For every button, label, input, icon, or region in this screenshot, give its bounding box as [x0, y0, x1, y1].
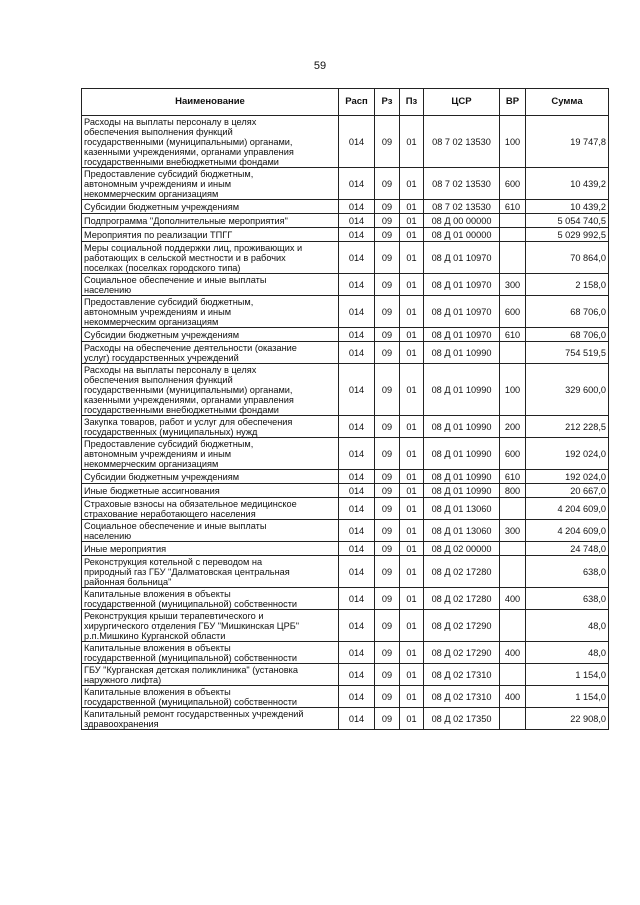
cell-name-line: Расходы на выплаты персоналу в целях [84, 116, 257, 127]
cell-rz: 09 [375, 228, 400, 242]
cell-vr: 610 [500, 470, 526, 484]
table-row [82, 438, 609, 470]
cell-name-line: Меры социальной поддержки лиц, проживающих и [84, 242, 303, 253]
header-rz: Рз [375, 89, 400, 116]
cell-rz: 09 [375, 342, 400, 364]
cell-csr: 08 7 02 13530 [424, 200, 500, 214]
table-row [82, 228, 609, 242]
cell-csr: 08 Д 02 17310 [424, 664, 500, 686]
cell-name-line: Капитальные вложения в объекты [84, 686, 231, 697]
cell-csr: 08 Д 01 10970 [424, 296, 500, 328]
cell-pz: 01 [400, 296, 424, 328]
cell-name-line: Предоставление субсидий бюджетным, [84, 438, 254, 449]
cell-rasp: 014 [339, 610, 375, 642]
cell-sum: 4 204 609,0 [526, 520, 609, 542]
cell-pz: 01 [400, 328, 424, 342]
cell-name [82, 610, 339, 642]
cell-name-line: Субсидии бюджетным учреждениям [84, 201, 240, 212]
cell-name [82, 556, 339, 588]
cell-csr: 08 Д 01 00000 [424, 228, 500, 242]
cell-name [82, 214, 339, 228]
cell-vr [500, 214, 526, 228]
cell-name-line: хирургического отделения ГБУ "Мишкинская ЦРБ" [84, 620, 300, 631]
cell-sum: 212 228,5 [526, 416, 609, 438]
cell-vr: 610 [500, 328, 526, 342]
cell-csr: 08 Д 01 10990 [424, 364, 500, 416]
cell-rasp: 014 [339, 542, 375, 556]
table-row [82, 610, 609, 642]
cell-rz: 09 [375, 274, 400, 296]
cell-rasp: 014 [339, 642, 375, 664]
cell-name-line: Капитальные вложения в объекты [84, 642, 231, 653]
cell-name-line: казенными учреждениями, органами управления [84, 394, 294, 405]
cell-sum: 1 154,0 [526, 664, 609, 686]
cell-pz: 01 [400, 214, 424, 228]
cell-pz: 01 [400, 520, 424, 542]
cell-vr [500, 242, 526, 274]
cell-rz: 09 [375, 556, 400, 588]
cell-vr [500, 610, 526, 642]
cell-sum: 24 748,0 [526, 542, 609, 556]
cell-csr: 08 Д 02 17280 [424, 588, 500, 610]
cell-pz: 01 [400, 242, 424, 274]
cell-rasp: 014 [339, 342, 375, 364]
cell-sum: 20 667,0 [526, 484, 609, 498]
cell-name [82, 274, 339, 296]
cell-name [82, 364, 339, 416]
table-row [82, 364, 609, 416]
cell-pz: 01 [400, 342, 424, 364]
cell-rasp: 014 [339, 664, 375, 686]
cell-sum: 19 747,8 [526, 116, 609, 168]
cell-sum: 10 439,2 [526, 200, 609, 214]
cell-csr: 08 Д 02 17350 [424, 708, 500, 730]
cell-rasp: 014 [339, 520, 375, 542]
table-row [82, 470, 609, 484]
cell-pz: 01 [400, 416, 424, 438]
cell-name [82, 228, 339, 242]
cell-name-line: населению [84, 284, 132, 295]
cell-name [82, 498, 339, 520]
cell-rz: 09 [375, 438, 400, 470]
cell-rz: 09 [375, 686, 400, 708]
cell-vr [500, 498, 526, 520]
cell-pz: 01 [400, 116, 424, 168]
cell-name-line: услуг) государственных учреждений [84, 352, 239, 363]
header-vr: ВР [500, 89, 526, 116]
cell-vr: 200 [500, 416, 526, 438]
table-row [82, 642, 609, 664]
cell-vr: 800 [500, 484, 526, 498]
cell-rasp: 014 [339, 296, 375, 328]
cell-name-line: государственными внебюджетными фондами [84, 156, 279, 167]
cell-pz: 01 [400, 542, 424, 556]
page-number: 59 [313, 60, 327, 72]
cell-csr: 08 Д 01 10990 [424, 484, 500, 498]
cell-pz: 01 [400, 228, 424, 242]
table-row [82, 200, 609, 214]
table-row [82, 686, 609, 708]
cell-rz: 09 [375, 242, 400, 274]
cell-pz: 01 [400, 364, 424, 416]
cell-rasp: 014 [339, 200, 375, 214]
cell-pz: 01 [400, 438, 424, 470]
cell-vr: 100 [500, 364, 526, 416]
table-row [82, 556, 609, 588]
cell-rasp: 014 [339, 328, 375, 342]
cell-name-line: Иные мероприятия [84, 543, 167, 554]
cell-rasp: 014 [339, 470, 375, 484]
cell-sum: 68 706,0 [526, 296, 609, 328]
cell-sum: 1 154,0 [526, 686, 609, 708]
header-rasp: Расп [339, 89, 375, 116]
cell-rz: 09 [375, 520, 400, 542]
cell-rz: 09 [375, 642, 400, 664]
cell-sum: 22 908,0 [526, 708, 609, 730]
cell-name [82, 642, 339, 664]
cell-pz: 01 [400, 686, 424, 708]
cell-sum: 48,0 [526, 642, 609, 664]
table-row [82, 342, 609, 364]
cell-sum: 5 029 992,5 [526, 228, 609, 242]
cell-name [82, 438, 339, 470]
cell-csr: 08 Д 01 10990 [424, 342, 500, 364]
cell-name-line: автономным учреждениям и иным [84, 448, 232, 459]
cell-pz: 01 [400, 168, 424, 200]
cell-name [82, 686, 339, 708]
table-row [82, 214, 609, 228]
header-sum: Сумма [526, 89, 609, 116]
cell-name-line: государственных (муниципальных) нужд [84, 426, 258, 437]
cell-sum: 754 519,5 [526, 342, 609, 364]
cell-sum: 10 439,2 [526, 168, 609, 200]
cell-csr: 08 Д 01 10970 [424, 242, 500, 274]
cell-sum: 329 600,0 [526, 364, 609, 416]
cell-pz: 01 [400, 556, 424, 588]
cell-vr: 300 [500, 274, 526, 296]
table-row [82, 588, 609, 610]
cell-name [82, 708, 339, 730]
cell-name [82, 242, 339, 274]
cell-vr: 400 [500, 686, 526, 708]
cell-name-line: Расходы на обеспечение деятельности (оказание [84, 342, 297, 353]
cell-name-line: ГБУ "Курганская детская поликлиника" (установка [84, 664, 298, 675]
cell-name [82, 542, 339, 556]
cell-vr: 610 [500, 200, 526, 214]
cell-sum: 5 054 740,5 [526, 214, 609, 228]
cell-name-line: Расходы на выплаты персоналу в целях [84, 364, 257, 375]
cell-name-line: природный газ ГБУ "Далматовская центральная [84, 566, 290, 577]
table-row [82, 484, 609, 498]
table-row [82, 664, 609, 686]
table-row [82, 296, 609, 328]
cell-csr: 08 Д 01 10990 [424, 470, 500, 484]
cell-sum: 192 024,0 [526, 438, 609, 470]
cell-csr: 08 Д 02 17280 [424, 556, 500, 588]
cell-name-line: государственной (муниципальной) собственности [84, 696, 298, 707]
cell-csr: 08 Д 01 13060 [424, 498, 500, 520]
cell-pz: 01 [400, 274, 424, 296]
cell-rasp: 014 [339, 228, 375, 242]
cell-name-line: Мероприятия по реализации ТПГГ [84, 229, 233, 240]
cell-pz: 01 [400, 498, 424, 520]
cell-vr: 600 [500, 438, 526, 470]
cell-name [82, 520, 339, 542]
cell-rz: 09 [375, 200, 400, 214]
table-row [82, 416, 609, 438]
cell-rz: 09 [375, 542, 400, 556]
table-body [82, 116, 609, 730]
header-csr: ЦСР [424, 89, 500, 116]
cell-vr: 100 [500, 116, 526, 168]
cell-name-line: страхование неработающего населения [84, 508, 256, 519]
cell-csr: 08 Д 01 10970 [424, 328, 500, 342]
cell-name [82, 588, 339, 610]
cell-name-line: Реконструкция котельной с переводом на [84, 556, 263, 567]
cell-name-line: государственной (муниципальной) собственности [84, 598, 298, 609]
cell-name-line: автономным учреждениям и иным [84, 306, 232, 317]
cell-vr: 600 [500, 168, 526, 200]
cell-name-line: государственными (муниципальными) органами, [84, 384, 293, 395]
cell-rasp: 014 [339, 364, 375, 416]
cell-vr [500, 342, 526, 364]
cell-pz: 01 [400, 664, 424, 686]
cell-name-line: государственной (муниципальной) собственности [84, 652, 298, 663]
cell-rasp: 014 [339, 274, 375, 296]
cell-name-line: здравоохранения [84, 718, 159, 729]
cell-rasp: 014 [339, 116, 375, 168]
cell-vr [500, 542, 526, 556]
table-row [82, 116, 609, 168]
table-row [82, 274, 609, 296]
cell-name [82, 200, 339, 214]
cell-csr: 08 Д 01 10970 [424, 274, 500, 296]
cell-name-line: государственными внебюджетными фондами [84, 404, 279, 415]
cell-name-line: работающих в сельской местности и в рабочих [84, 252, 286, 263]
cell-name-line: некоммерческим организациям [84, 188, 219, 199]
cell-sum: 68 706,0 [526, 328, 609, 342]
cell-pz: 01 [400, 470, 424, 484]
cell-name-line: Подпрограмма "Дополнительные мероприятия" [84, 215, 288, 226]
table-row [82, 242, 609, 274]
cell-name-line: некоммерческим организациям [84, 316, 219, 327]
table-row [82, 168, 609, 200]
cell-name [82, 484, 339, 498]
table-header-row [82, 89, 609, 116]
cell-name-line: обеспечения выполнения функций [84, 126, 233, 137]
cell-csr: 08 Д 01 13060 [424, 520, 500, 542]
cell-name-line: Реконструкция крыши терапевтического и [84, 610, 264, 621]
cell-csr: 08 Д 02 17290 [424, 610, 500, 642]
cell-name [82, 470, 339, 484]
cell-name [82, 168, 339, 200]
cell-rz: 09 [375, 708, 400, 730]
cell-rasp: 014 [339, 498, 375, 520]
cell-sum: 4 204 609,0 [526, 498, 609, 520]
cell-csr: 08 Д 01 10990 [424, 416, 500, 438]
cell-rz: 09 [375, 470, 400, 484]
cell-csr: 08 Д 02 17310 [424, 686, 500, 708]
cell-rz: 09 [375, 416, 400, 438]
cell-vr [500, 228, 526, 242]
cell-name-line: государственными (муниципальными) органами, [84, 136, 293, 147]
cell-pz: 01 [400, 200, 424, 214]
table-row [82, 542, 609, 556]
cell-name [82, 342, 339, 364]
cell-rz: 09 [375, 214, 400, 228]
cell-name-line: Социальное обеспечение и иные выплаты [84, 274, 267, 285]
cell-rasp: 014 [339, 168, 375, 200]
cell-name-line: Страховые взносы на обязательное медицинское [84, 498, 297, 509]
cell-name [82, 416, 339, 438]
table-row [82, 708, 609, 730]
cell-rasp: 014 [339, 708, 375, 730]
budget-table [81, 88, 609, 730]
cell-name-line: Капитальный ремонт государственных учреждений [84, 708, 304, 719]
cell-pz: 01 [400, 708, 424, 730]
cell-name [82, 664, 339, 686]
cell-rasp: 014 [339, 242, 375, 274]
table-row [82, 328, 609, 342]
cell-rz: 09 [375, 610, 400, 642]
cell-name-line: Капитальные вложения в объекты [84, 588, 231, 599]
cell-name [82, 296, 339, 328]
table-row [82, 498, 609, 520]
cell-pz: 01 [400, 588, 424, 610]
cell-name-line: казенными учреждениями, органами управления [84, 146, 294, 157]
cell-name [82, 116, 339, 168]
cell-sum: 192 024,0 [526, 470, 609, 484]
cell-sum: 70 864,0 [526, 242, 609, 274]
cell-name-line: Субсидии бюджетным учреждениям [84, 471, 240, 482]
cell-vr: 400 [500, 642, 526, 664]
cell-rz: 09 [375, 168, 400, 200]
cell-name-line: обеспечения выполнения функций [84, 374, 233, 385]
cell-vr: 300 [500, 520, 526, 542]
header-pz: Пз [400, 89, 424, 116]
cell-name-line: районная больница" [84, 576, 172, 587]
cell-csr: 08 Д 01 10990 [424, 438, 500, 470]
cell-rz: 09 [375, 498, 400, 520]
cell-csr: 08 Д 00 00000 [424, 214, 500, 228]
cell-rasp: 014 [339, 556, 375, 588]
cell-rz: 09 [375, 328, 400, 342]
cell-name-line: автономным учреждениям и иным [84, 178, 232, 189]
cell-name-line: некоммерческим организациям [84, 458, 219, 469]
cell-csr: 08 Д 02 17290 [424, 642, 500, 664]
cell-rz: 09 [375, 364, 400, 416]
cell-rz: 09 [375, 664, 400, 686]
cell-rasp: 014 [339, 588, 375, 610]
cell-vr: 400 [500, 588, 526, 610]
cell-pz: 01 [400, 610, 424, 642]
cell-sum: 638,0 [526, 556, 609, 588]
cell-name [82, 328, 339, 342]
cell-name-line: Предоставление субсидий бюджетным, [84, 296, 254, 307]
cell-name-line: Иные бюджетные ассигнования [84, 485, 220, 496]
cell-vr: 600 [500, 296, 526, 328]
cell-name-line: населению [84, 530, 132, 541]
cell-pz: 01 [400, 642, 424, 664]
cell-rz: 09 [375, 296, 400, 328]
cell-name-line: Социальное обеспечение и иные выплаты [84, 520, 267, 531]
cell-name-line: Субсидии бюджетным учреждениям [84, 329, 240, 340]
cell-pz: 01 [400, 484, 424, 498]
cell-csr: 08 Д 02 00000 [424, 542, 500, 556]
header-name: Наименование [82, 89, 339, 116]
cell-rasp: 014 [339, 686, 375, 708]
cell-sum: 48,0 [526, 610, 609, 642]
cell-name-line: р.п.Мишкино Курганской области [84, 630, 226, 641]
cell-vr [500, 556, 526, 588]
cell-vr [500, 708, 526, 730]
cell-vr [500, 664, 526, 686]
cell-rasp: 014 [339, 438, 375, 470]
cell-name-line: Предоставление субсидий бюджетным, [84, 168, 254, 179]
cell-rz: 09 [375, 116, 400, 168]
table-row [82, 520, 609, 542]
cell-rasp: 014 [339, 416, 375, 438]
cell-name-line: поселках (поселках городского типа) [84, 262, 241, 273]
cell-rasp: 014 [339, 214, 375, 228]
cell-rasp: 014 [339, 484, 375, 498]
cell-sum: 638,0 [526, 588, 609, 610]
cell-csr: 08 7 02 13530 [424, 116, 500, 168]
cell-name-line: Закупка товаров, работ и услуг для обеспечения [84, 416, 293, 427]
cell-sum: 2 158,0 [526, 274, 609, 296]
cell-rz: 09 [375, 588, 400, 610]
cell-name-line: наружного лифта) [84, 674, 162, 685]
cell-csr: 08 7 02 13530 [424, 168, 500, 200]
cell-rz: 09 [375, 484, 400, 498]
